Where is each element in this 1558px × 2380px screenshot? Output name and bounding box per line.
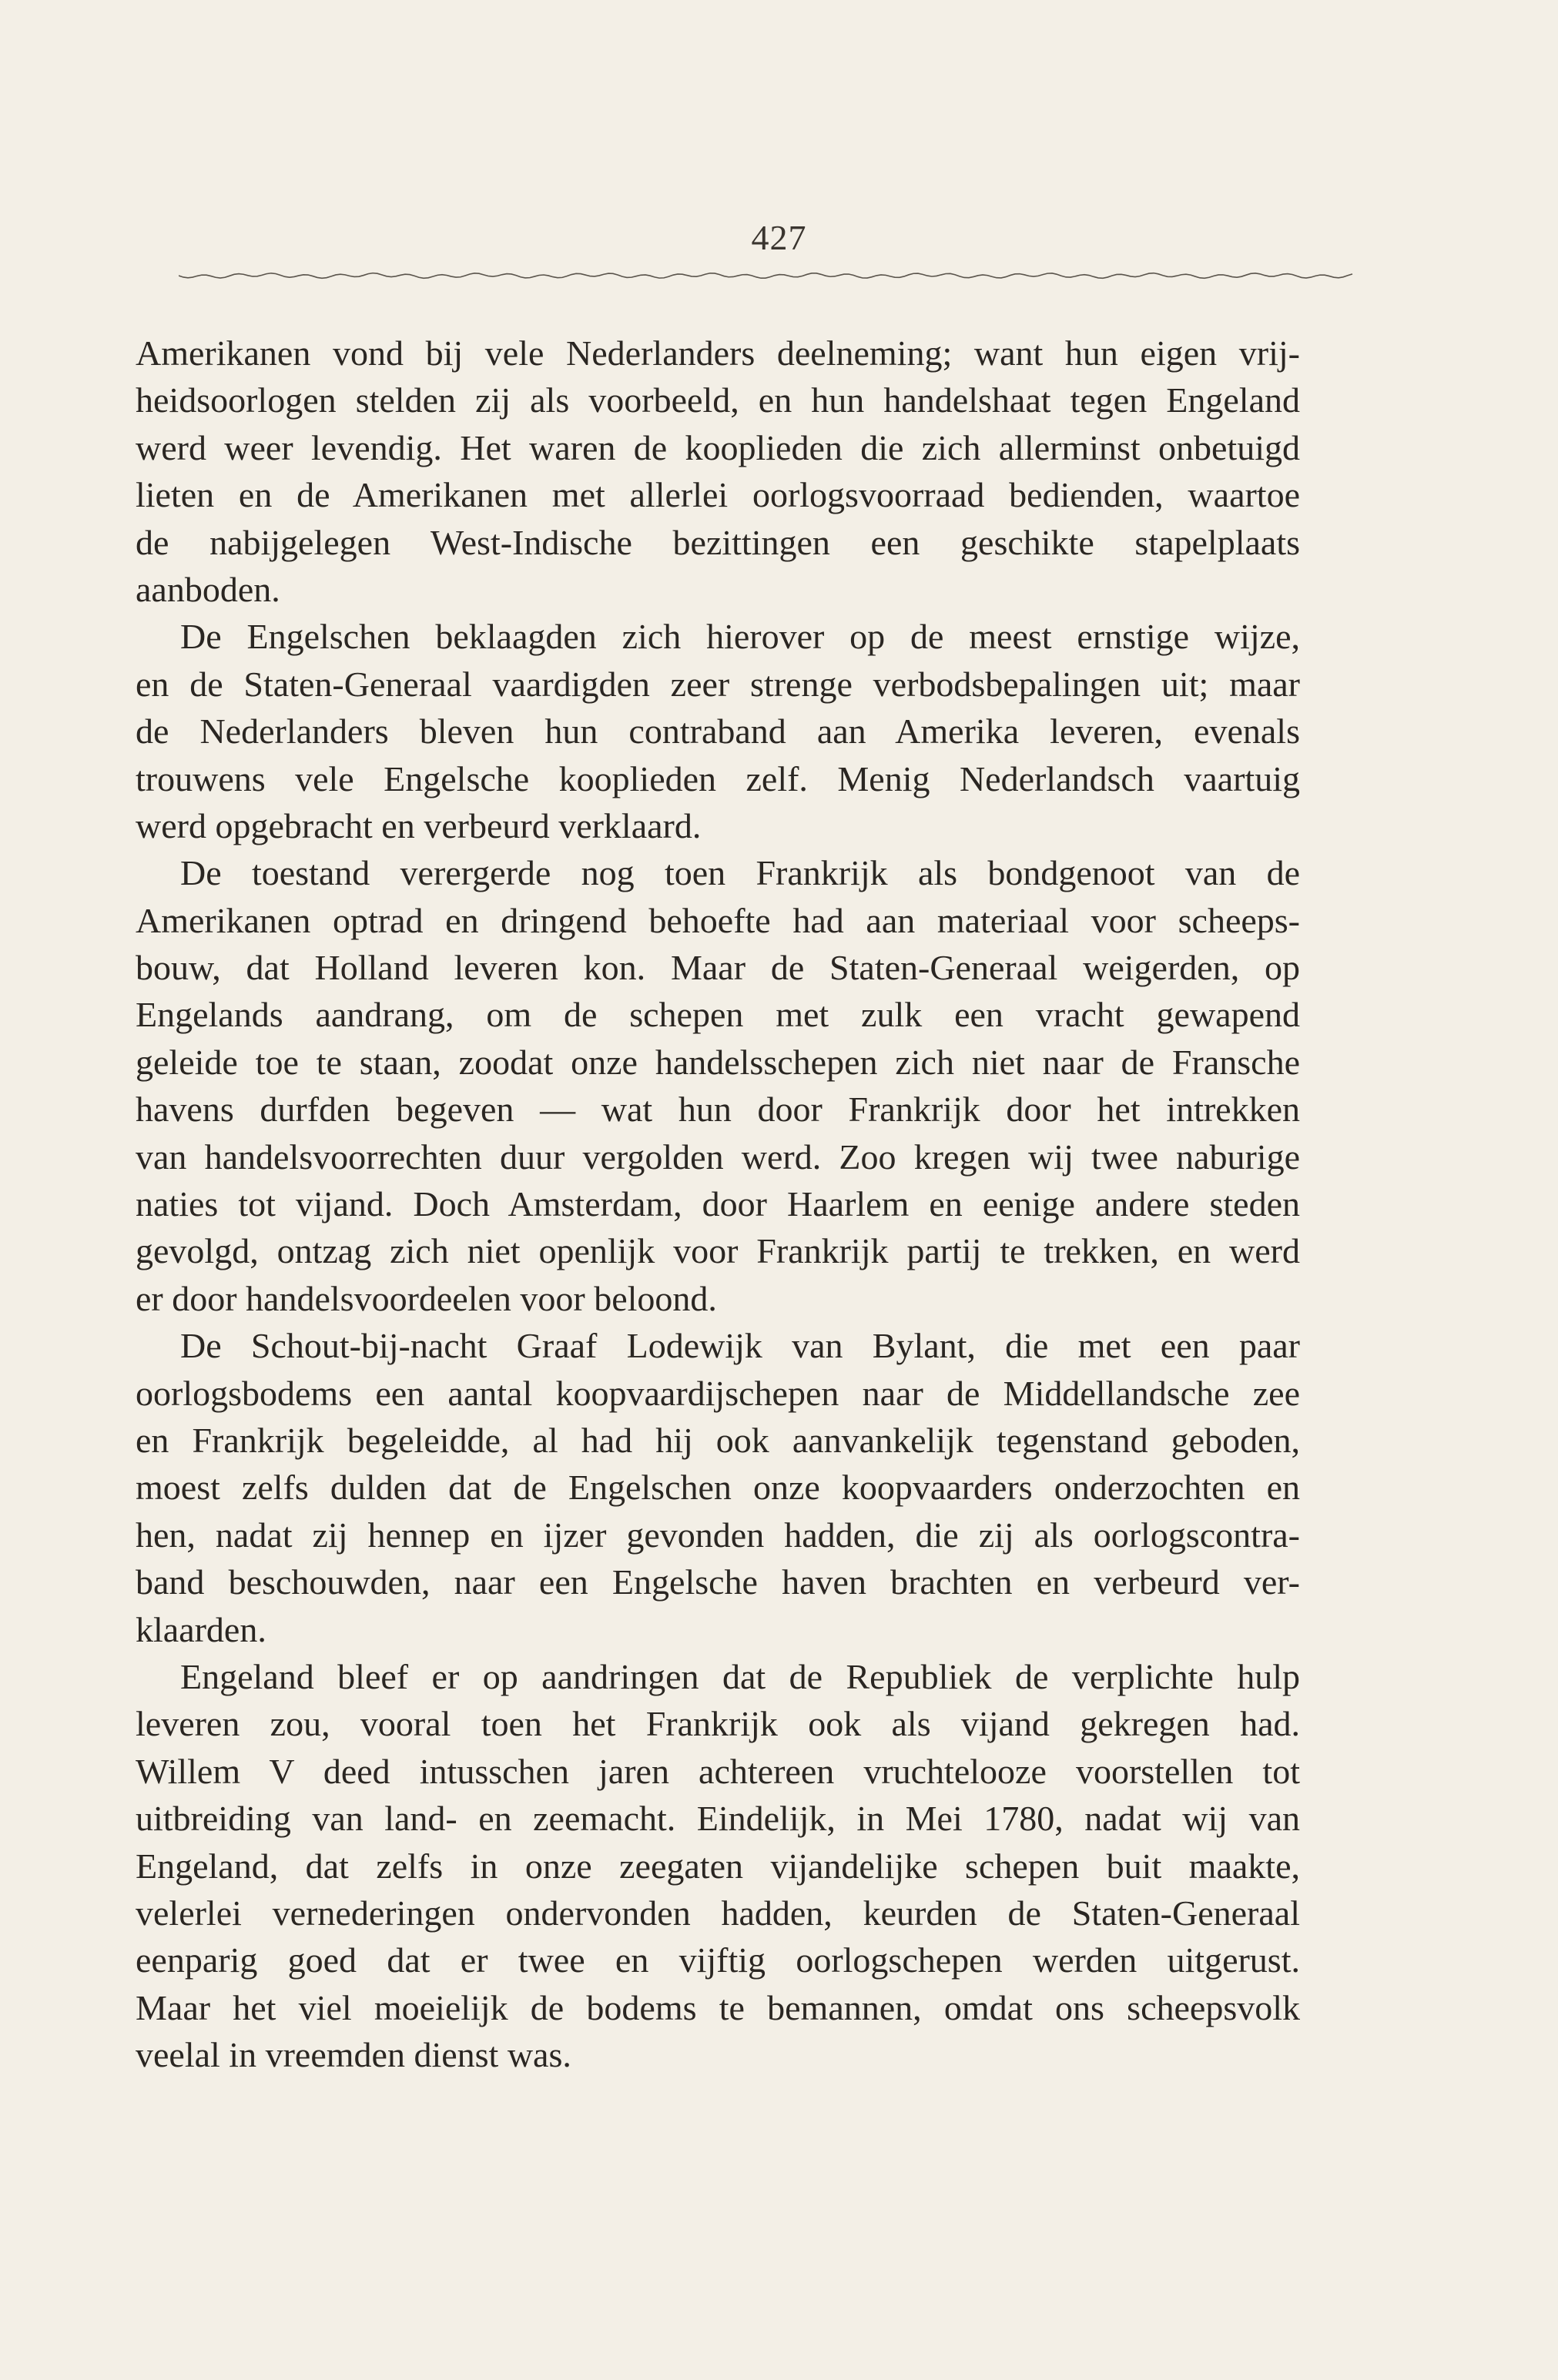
text-line: eenparig goed dat er twee en vijftig oorlogschepen werden uitgerust. <box>136 1940 1300 1980</box>
text-line: Amerikanen optrad en dringend behoefte had aan materiaal voor scheeps- <box>136 900 1300 940</box>
text-line: Engeland bleef er op aandringen dat de Republiek de verplichte hulp <box>180 1656 1300 1696</box>
text-line: bouw, dat Holland leveren kon. Maar de Staten-Generaal weigerden, op <box>136 948 1300 988</box>
text-line: lieten en de Amerikanen met allerlei oorlogsvoorraad bedienden, waartoe <box>136 475 1300 515</box>
text-line: er door handelsvoordeelen voor beloond. <box>136 1278 717 1318</box>
text-line: De toestand verergerde nog toen Frankrijk als bondgenoot van de <box>180 853 1300 893</box>
text-line: leveren zou, vooral toen het Frankrijk ook als vijand gekregen had. <box>136 1704 1300 1744</box>
text-line: gevolgd, ontzag zich niet openlijk voor Frankrijk partij te trekken, en werd <box>136 1231 1300 1271</box>
text-line: Engelands aandrang, om de schepen met zulk een vracht gewapend <box>136 995 1300 1035</box>
text-line: klaarden. <box>136 1609 266 1649</box>
text-line: veelal in vreemden dienst was. <box>136 2035 571 2075</box>
text-line: velerlei vernederingen ondervonden hadden, keurden de Staten-Generaal <box>136 1893 1300 1933</box>
text-line: Willem V deed intusschen jaren achtereen vruchtelooze voorstellen tot <box>136 1751 1300 1791</box>
text-line: de nabijgelegen West-Indische bezittingen een geschikte stapelplaats <box>136 522 1300 562</box>
text-line: De Engelschen beklaagden zich hierover op de meest ernstige wijze, <box>180 617 1300 657</box>
text-line: Maar het viel moeielijk de bodems te bemannen, omdat ons scheepsvolk <box>136 1987 1300 2027</box>
text-line: havens durfden begeven — wat hun door Frankrijk door het intrekken <box>136 1090 1300 1130</box>
text-line: oorlogsbodems een aantal koopvaardijschepen naar de Middellandsche zee <box>136 1373 1300 1413</box>
text-line: De Schout-bij-nacht Graaf Lodewijk van Bylant, die met een paar <box>180 1326 1300 1366</box>
text-line: en Frankrijk begeleidde, al had hij ook aanvankelijk tegenstand geboden, <box>136 1420 1300 1460</box>
text-line: werd opgebracht en verbeurd verklaard. <box>136 805 702 845</box>
text-line: moest zelfs dulden dat de Engelschen onze koopvaarders onderzochten en <box>136 1468 1300 1508</box>
text-line: trouwens vele Engelsche kooplieden zelf. Menig Nederlandsch vaartuig <box>136 758 1300 798</box>
text-line: en de Staten-Generaal vaardigden zeer strenge verbodsbepalingen uit; maar <box>136 664 1300 704</box>
text-line: uitbreiding van land- en zeemacht. Eindelijk, in Mei 1780, nadat wij van <box>136 1799 1300 1839</box>
text-line: werd weer levendig. Het waren de kooplieden die zich allerminst onbetuigd <box>136 427 1300 467</box>
body-text <box>136 330 1300 2078</box>
text-line: heidsoorlogen stelden zij als voorbeeld, en hun handelshaat tegen Engeland <box>136 380 1300 420</box>
text-line: Engeland, dat zelfs in onze zeegaten vijandelijke schepen buit maakte, <box>136 1846 1300 1886</box>
text-line: de Nederlanders bleven hun contraband aan Amerika leveren, evenals <box>136 711 1300 751</box>
wavy-rule-divider <box>179 269 1355 282</box>
text-line: aanboden. <box>136 569 280 609</box>
text-line: band beschouwden, naar een Engelsche haven brachten en verbeurd ver- <box>136 1562 1300 1602</box>
text-line: van handelsvoorrechten duur vergolden werd. Zoo kregen wij twee naburige <box>136 1136 1300 1177</box>
text-line: naties tot vijand. Doch Amsterdam, door Haarlem en eenige andere steden <box>136 1184 1300 1224</box>
text-line: geleide toe te staan, zoodat onze handelsschepen zich niet naar de Fransche <box>136 1042 1300 1082</box>
text-line: Amerikanen vond bij vele Nederlanders deelneming; want hun eigen vrij- <box>136 333 1300 373</box>
page-number: 427 <box>751 218 807 257</box>
text-line: hen, nadat zij hennep en ijzer gevonden hadden, die zij als oorlogscontra- <box>136 1515 1300 1555</box>
